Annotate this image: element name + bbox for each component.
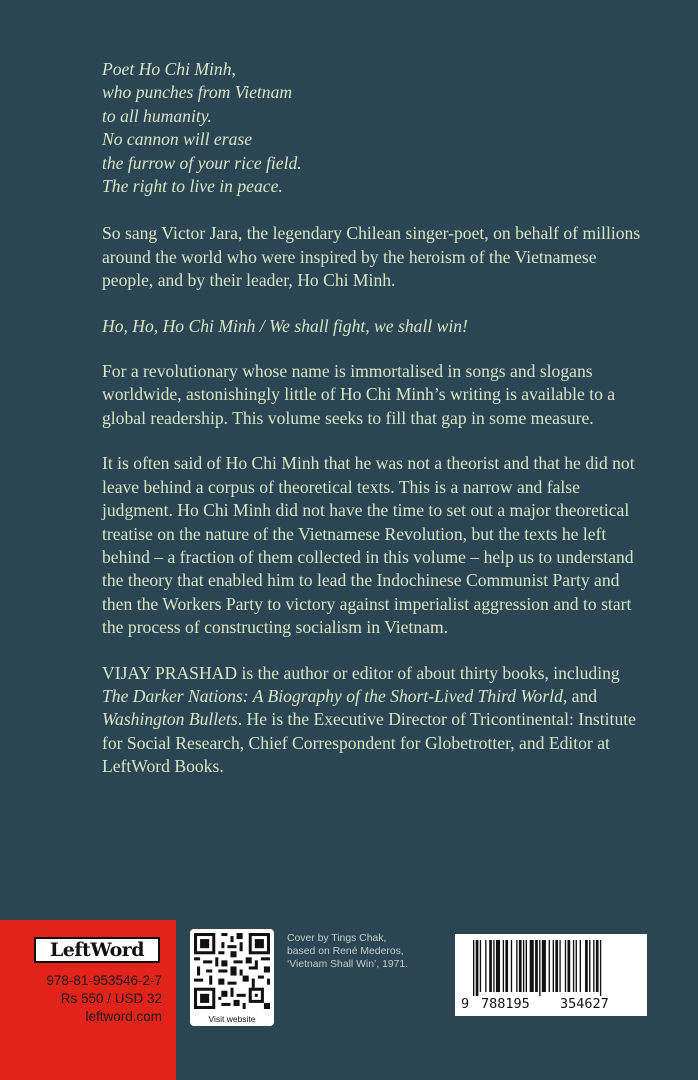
barcode-bar xyxy=(480,940,481,992)
barcode-bar xyxy=(523,940,524,992)
back-cover-footer xyxy=(0,920,698,1080)
author-name: VIJAY PRASHAD xyxy=(102,662,238,683)
barcode-bars-icon xyxy=(465,940,637,996)
barcode-bar xyxy=(519,940,522,992)
barcode-bar xyxy=(539,940,540,996)
barcode-bar xyxy=(496,940,500,992)
poem-line: to all humanity. xyxy=(102,105,212,126)
barcode-bar xyxy=(553,940,554,992)
author-bio-text: is the author or editor of about thirty books, including xyxy=(237,662,620,683)
author-bio xyxy=(102,662,642,779)
qr-caption: Visit website xyxy=(190,1012,274,1026)
barcode-bar xyxy=(511,940,512,992)
barcode-bar xyxy=(530,940,534,992)
paragraph-gap: For a revolutionary whose name is immortalised in songs and slogans worldwide, astonishingly little of Ho Chi Minh’s writing is available to a global readership. This volume seeks to fill that gap in some measure. xyxy=(102,361,616,428)
poem-line: who punches from Vietnam xyxy=(102,82,293,103)
barcode-bar xyxy=(600,940,601,996)
barcode-bar xyxy=(489,940,492,992)
barcode-bar xyxy=(526,940,527,992)
credit-line: ‘Vietnam Shall Win’, 1971. xyxy=(287,959,409,970)
barcode-bar xyxy=(596,940,599,992)
barcode-bar xyxy=(565,940,566,992)
back-cover-text xyxy=(102,58,642,801)
barcode-lead-digit: 9 xyxy=(461,996,470,1012)
book-title: Washington Bullets xyxy=(102,709,238,730)
poem-line: Poet Ho Chi Minh, xyxy=(102,59,236,79)
barcode-bar xyxy=(493,940,494,992)
isbn-barcode xyxy=(455,934,647,1016)
paragraph-chant: Ho, Ho, Ho Chi Minh / We shall fight, we shall win! xyxy=(102,315,468,336)
poem-line: the furrow of your rice field. xyxy=(102,152,302,173)
barcode-bar xyxy=(580,940,581,992)
book-title: The Darker Nations: A Biography of the Short-Lived Third World xyxy=(102,685,563,706)
barcode-bar xyxy=(593,940,594,992)
barcode-bar xyxy=(585,940,588,992)
barcode-bar xyxy=(549,940,550,992)
author-bio-text: . He is the Executive Director of Tricontinental: Institute for Social Research, Chief Correspondent for Globetrotter, and Editor at LeftWord Books. xyxy=(102,709,636,777)
paragraph-theory: It is often said of Ho Chi Minh that he was not a theorist and that he did not leave behind a corpus of theoretical texts. This is a narrow and false judgment. Ho Chi Minh did not have the time to set out a major theoretical treatise on the nature of the Vietnamese Revolution, but the texts he left behind – a fraction of them collected in this volume – help us to understand the theory that enabled him to lead the Indochinese Communist Party and then the Workers Party to victory against imperialist aggression and to start the process of constructing socialism in Vietnam. xyxy=(102,453,635,638)
barcode-bar xyxy=(535,940,538,992)
barcode-bar xyxy=(476,940,479,996)
credit-line: Cover by Tings Chak, xyxy=(287,933,387,944)
barcode-bar xyxy=(516,940,517,992)
barcode-bar xyxy=(573,940,574,992)
author-bio-text: , and xyxy=(562,685,598,706)
poem xyxy=(102,58,642,198)
barcode-bar xyxy=(559,940,560,992)
publisher-website[interactable]: leftword.com xyxy=(85,1009,162,1024)
barcode-bar xyxy=(555,940,558,992)
barcode-bar xyxy=(503,940,504,992)
qr-code[interactable] xyxy=(190,929,274,1015)
cover-credits xyxy=(287,932,447,971)
qr-code-icon xyxy=(194,933,270,1009)
publisher-panel xyxy=(0,920,176,1080)
barcode-bar xyxy=(542,940,546,992)
barcode-bar xyxy=(473,940,474,996)
barcode-bar xyxy=(589,940,590,992)
poem-line: The right to live in peace. xyxy=(102,176,283,197)
credit-line: based on René Mederos, xyxy=(287,946,404,957)
barcode-bar xyxy=(576,940,577,992)
isbn: 978-81-953546-2-7 xyxy=(46,973,162,988)
publisher-logo: LeftWord xyxy=(34,937,160,963)
barcode-group-1: 788195 xyxy=(481,996,530,1012)
barcode-bar xyxy=(505,940,508,992)
paragraph-jara: So sang Victor Jara, the legendary Chilean singer-poet, on behalf of millions around the world who were inspired by the heroism of the Vietnamese people, and by their leader, Ho Chi Minh. xyxy=(102,223,641,291)
poem-line: No cannon will erase xyxy=(102,129,253,150)
barcode-bar xyxy=(568,940,571,992)
barcode-group-2: 354627 xyxy=(560,996,609,1012)
price: Rs 550 / USD 32 xyxy=(60,991,162,1006)
barcode-bar xyxy=(485,940,486,992)
